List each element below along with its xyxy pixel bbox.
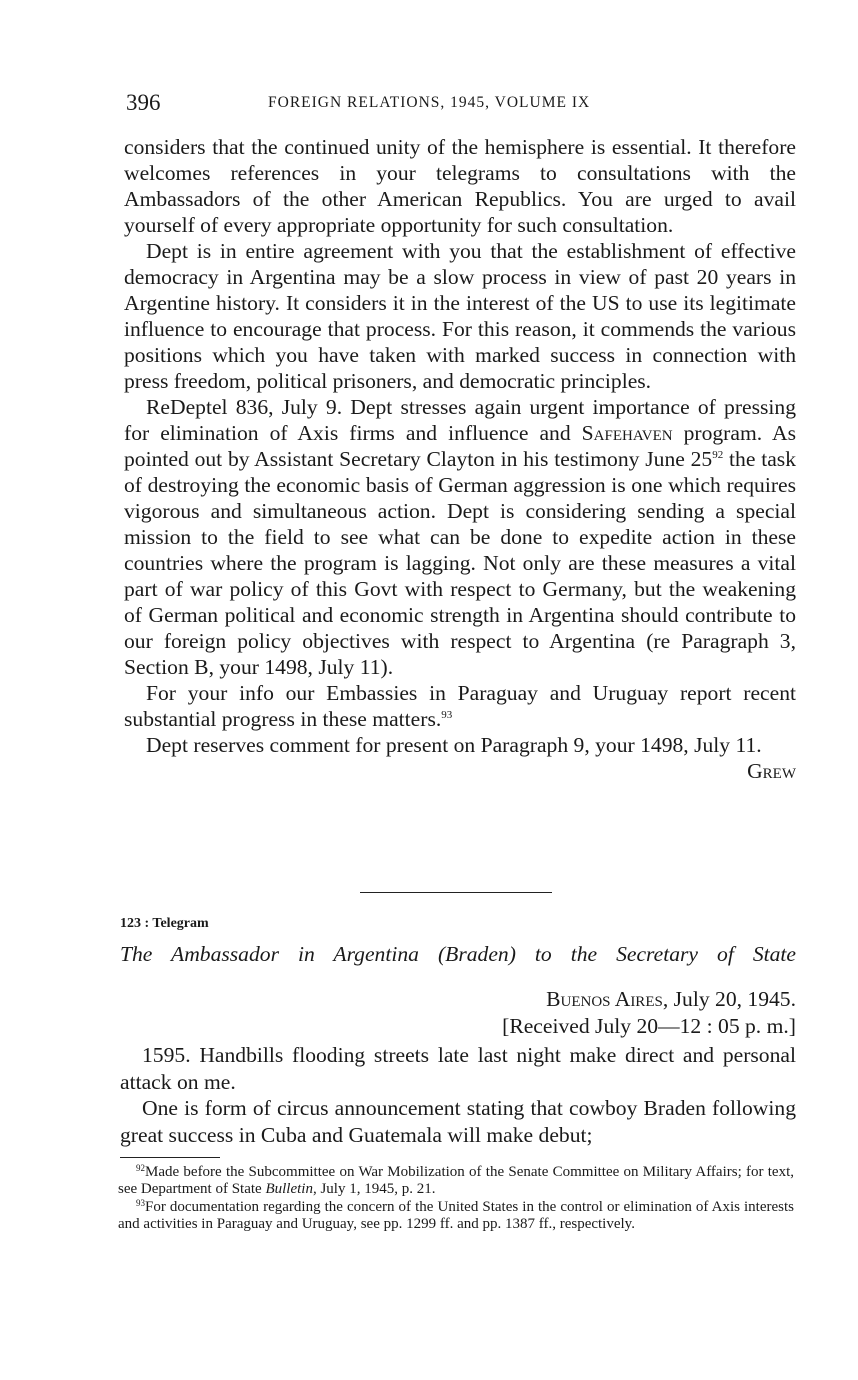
document-heading: 123 : Telegram xyxy=(120,916,209,931)
main-text xyxy=(124,134,796,784)
footnote-rule xyxy=(120,1157,220,1158)
page-number: 396 xyxy=(126,90,161,115)
safehaven-term: Safehaven xyxy=(581,421,673,445)
footnote-ref-92: 92 xyxy=(712,449,724,461)
document-title xyxy=(120,942,796,967)
footnote-93-text: For documentation regarding the concern of the United States in the control or elimination of Axis interests and activities in Paraguay and Uruguay, see pp. 1299 ff. and pp. 1387 ff., respectively. xyxy=(118,1198,794,1233)
paragraph-1: considers that the continued unity of the hemisphere is essential. It therefore welcomes references in your telegrams to consultations with the Ambassadors of the other American Republics. You are urged to avail yourself of every appropriate opportunity for such consultation. xyxy=(124,135,796,237)
footnotes xyxy=(118,1164,794,1234)
paragraph-4 xyxy=(124,680,796,732)
title-name: Braden xyxy=(445,942,509,966)
paragraph-3-text-b: program. As pointed out by Assistant Secretary Clayton in his testimony June 25 xyxy=(124,421,796,471)
paragraph-3-text-a: ReDeptel 836, July 9. Dept stresses again urgent importance of pressing for elimination of Axis firms and influence and xyxy=(124,395,796,445)
footnote-92-mark: 92 xyxy=(136,1163,145,1173)
footnote-ref-93: 93 xyxy=(441,709,453,721)
paragraph-3-text-c: the task of destroying the economic basis of German aggression is one which requires vigorous and simultaneous action. Dept is considering sending a special mission to the field to see what can be done to expedite action in these countries where the program is lagging. Not only are these measures a vital part of war policy of this Govt with respect to Germany, but the weakening of German political and economic strength in Argentina should contribute to our foreign policy objectives with respect to Argentina (re Paragraph 3, Section B, your 1498, July 11). xyxy=(124,447,796,679)
footnote-93-mark: 93 xyxy=(136,1197,145,1208)
section-divider xyxy=(360,892,552,893)
paragraph-4-text: For your info our Embassies in Paraguay and Uruguay report recent substantial progress in these matters. xyxy=(124,681,796,731)
running-head xyxy=(126,90,796,118)
footnote-92-italic: Bulletin xyxy=(265,1181,313,1198)
paragraph-2: Dept is in entire agreement with you that the establishment of effective democracy in Argentina may be a slow process in view of past 20 years in Argentine history. It considers it in the interest of the US to use its legitimate influence to encourage that process. For this reason, it commends the various positions which you have taken with marked success in connection with press freedom, political prisoners, and democratic principles. xyxy=(124,239,796,393)
title-text-a: The Ambassador in Argentina ( xyxy=(120,942,446,966)
footnote-92 xyxy=(118,1164,794,1199)
paragraph-5: Dept reserves comment for present on Paragraph 9, your 1498, July 11. xyxy=(146,733,762,757)
dateline xyxy=(120,986,796,1040)
title-text-b: ) to the Secretary of State xyxy=(508,942,796,966)
footnote-93 xyxy=(118,1199,794,1234)
signature: Grew xyxy=(747,759,796,783)
place-date xyxy=(120,986,796,1013)
received-line: [Received July 20—12 : 05 p. m.] xyxy=(502,1014,796,1038)
place: Buenos Aires xyxy=(546,987,663,1011)
running-title: FOREIGN RELATIONS, 1945, VOLUME IX xyxy=(268,94,591,111)
footnote-92-text-b: , July 1, 1945, p. 21. xyxy=(312,1181,436,1198)
paragraph-3 xyxy=(124,394,796,680)
telegram-text xyxy=(120,1042,796,1148)
date: , July 20, 1945. xyxy=(662,987,796,1011)
telegram-paragraph-1: 1595. Handbills flooding streets late last night make direct and personal attack on me. xyxy=(120,1043,796,1094)
footnote-92-text-a: Made before the Subcommittee on War Mobilization of the Senate Committee on Military Affairs; for text, see Department of State xyxy=(118,1164,794,1198)
telegram-paragraph-2: One is form of circus announcement stating that cowboy Braden following great success in Cuba and Guatemala will make debut; xyxy=(120,1096,796,1147)
